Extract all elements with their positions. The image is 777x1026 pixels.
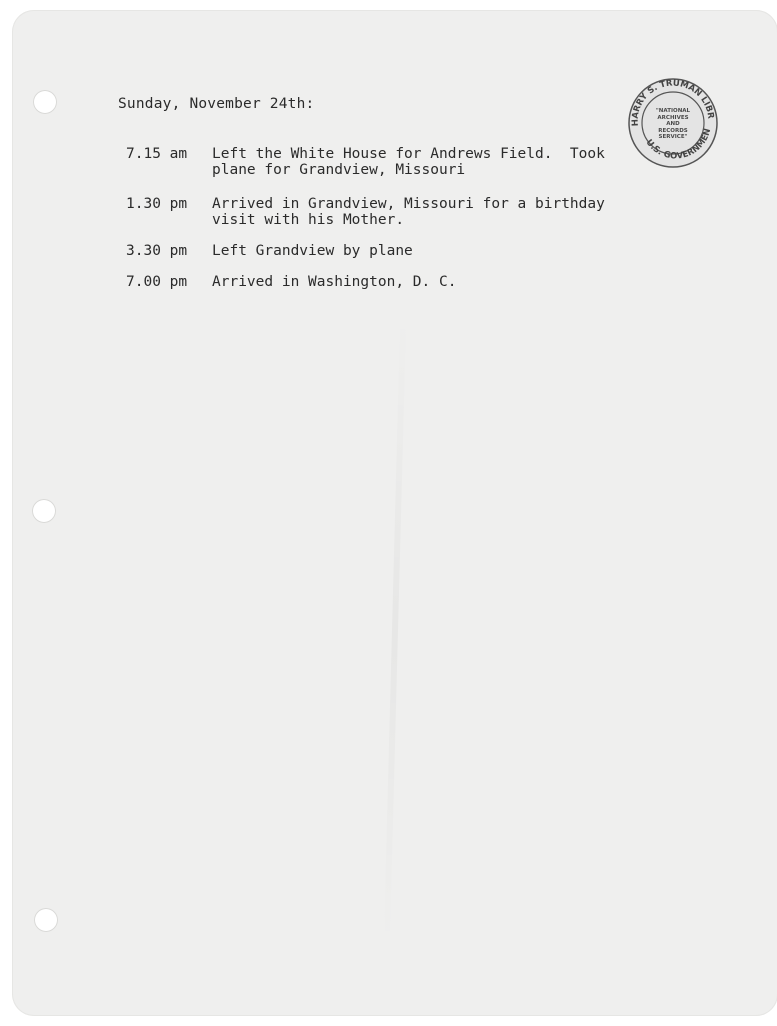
entry-time: 7.00 pm: [126, 274, 188, 290]
stamp-top-text: HARRY S. TRUMAN LIBR: [630, 78, 716, 127]
entry-time: 3.30 pm: [126, 243, 188, 259]
entry-description: Left the White House for Andrews Field. Took plane for Grandview, Missouri: [212, 146, 605, 178]
date-heading: Sunday, November 24th:: [118, 96, 315, 112]
stamp-bottom-text: U.S. GOVERNMEN: [643, 127, 714, 162]
document-page: [12, 10, 777, 1016]
punch-hole-bottom: [34, 908, 58, 932]
punch-hole-middle: [32, 499, 56, 523]
entry-time: 1.30 pm: [126, 196, 188, 212]
entry-time: 7.15 am: [126, 146, 188, 162]
stamp-inner-text: "NATIONAL ARCHIVES AND RECORDS SERVICE": [655, 108, 691, 140]
entry-description: Arrived in Grandview, Missouri for a birthday visit with his Mother.: [212, 196, 605, 228]
entry-description: Arrived in Washington, D. C.: [212, 274, 457, 290]
library-stamp: [626, 76, 720, 170]
punch-hole-top: [33, 90, 57, 114]
entry-description: Left Grandview by plane: [212, 243, 413, 259]
